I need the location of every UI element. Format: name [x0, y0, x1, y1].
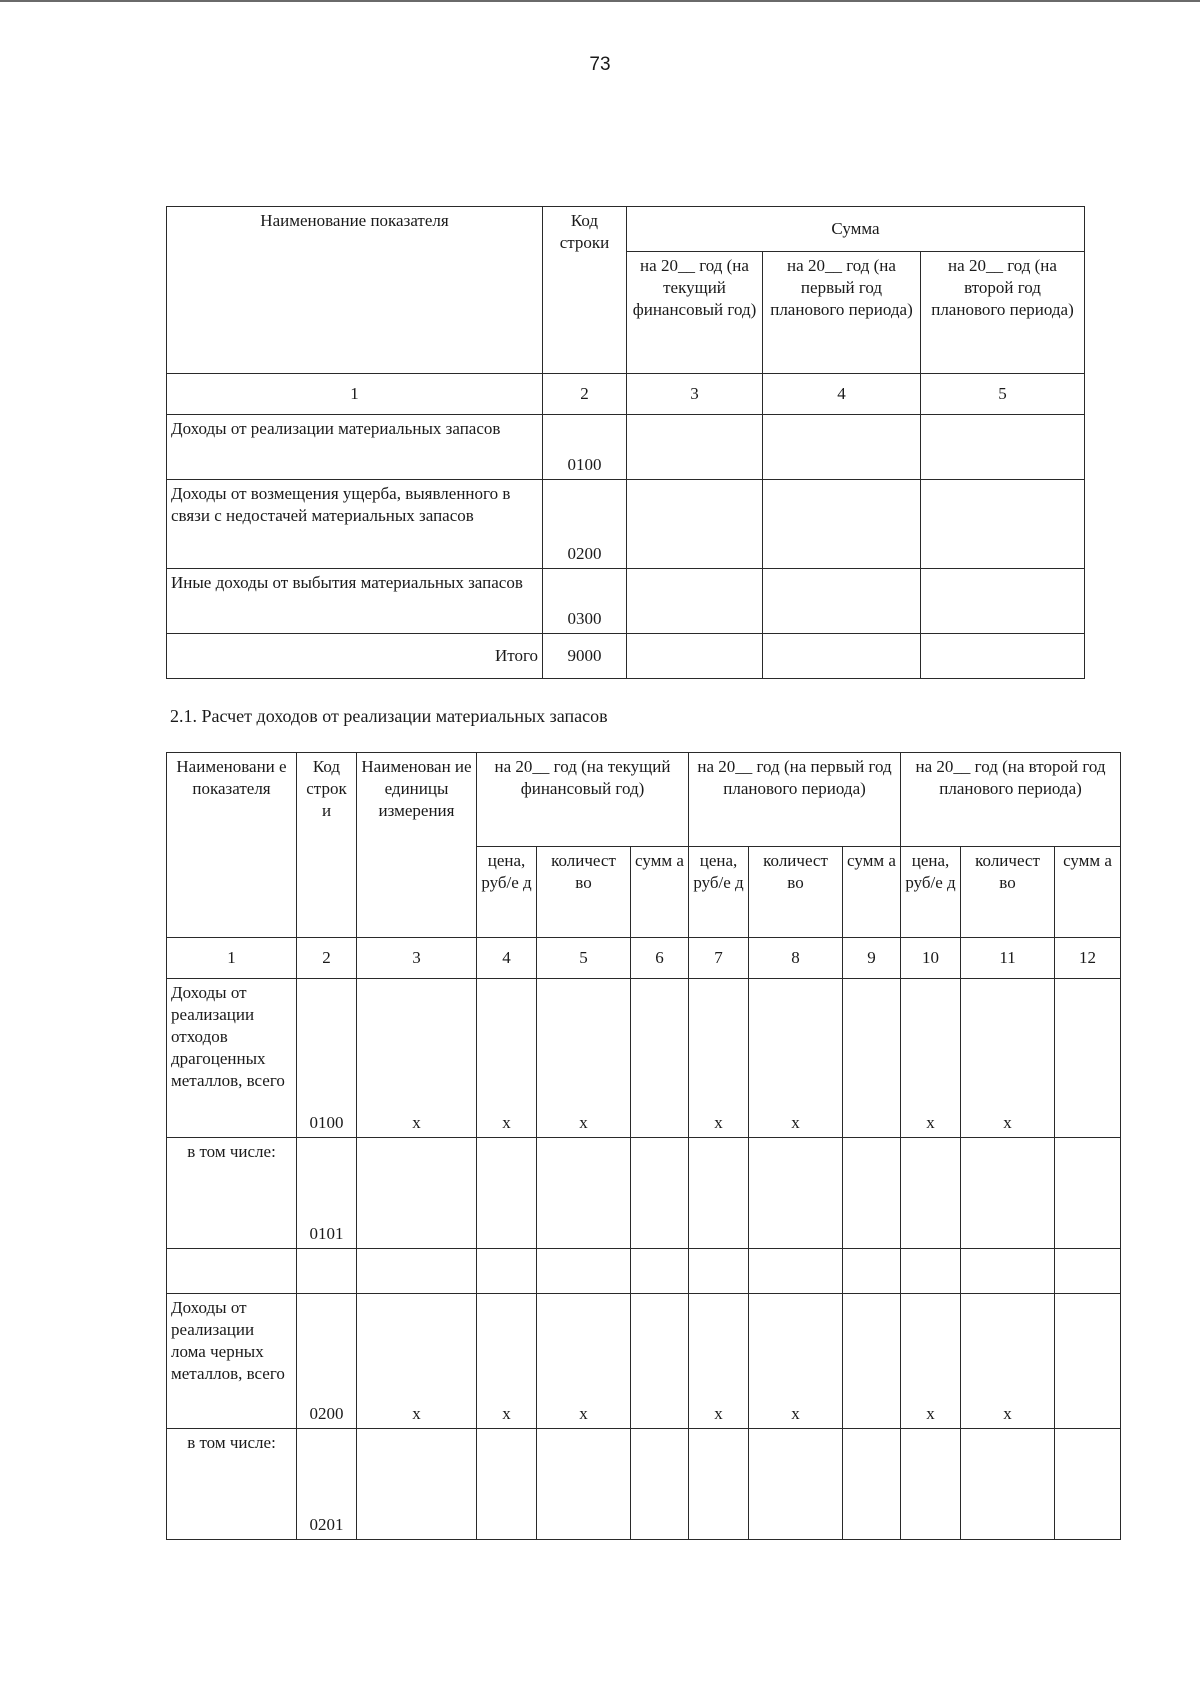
value-cell: [1055, 1138, 1121, 1249]
table-row: [167, 480, 1085, 569]
header-quantity: количест во: [961, 846, 1055, 938]
x-mark: x: [901, 979, 961, 1138]
row-name: Доходы от реализации материальных запасов: [167, 415, 543, 480]
value-cell: [921, 415, 1085, 480]
value-cell: [477, 1429, 537, 1540]
x-mark: x: [537, 979, 631, 1138]
row-name: в том числе:: [167, 1429, 297, 1540]
x-mark: x: [961, 1294, 1055, 1429]
value-cell: [627, 415, 763, 480]
col-number: 9: [843, 938, 901, 979]
empty-cell: [537, 1249, 631, 1294]
header-unit: Наименован ие единицы измерения: [357, 753, 477, 938]
x-mark: x: [749, 979, 843, 1138]
x-mark: x: [689, 1294, 749, 1429]
section-title: 2.1. Расчет доходов от реализации материальных запасов: [170, 706, 608, 726]
value-cell: [843, 979, 901, 1138]
x-mark: x: [961, 979, 1055, 1138]
value-cell: [631, 1294, 689, 1429]
table-row: [167, 979, 1121, 1138]
value-cell: [357, 1429, 477, 1540]
col-number: 8: [749, 938, 843, 979]
header-price: цена, руб/е д: [689, 846, 749, 938]
table-row: [167, 1294, 1121, 1429]
value-cell: [763, 634, 921, 679]
value-cell: [1055, 1294, 1121, 1429]
col-number: 4: [477, 938, 537, 979]
header-year-first-plan: на 20__ год (на первый год планового периода): [763, 251, 921, 373]
value-cell: [537, 1138, 631, 1249]
row-code: 0101: [297, 1138, 357, 1249]
col-number: 12: [1055, 938, 1121, 979]
total-row: [167, 634, 1085, 679]
value-cell: [843, 1294, 901, 1429]
value-cell: [537, 1429, 631, 1540]
header-sum: Сумма: [627, 207, 1085, 252]
header-year-current: на 20__ год (на текущий финансовый год): [627, 251, 763, 373]
row-name: в том числе:: [167, 1138, 297, 1249]
header-sum: сумм а: [631, 846, 689, 938]
value-cell: [921, 634, 1085, 679]
row-code: 0100: [297, 979, 357, 1138]
total-label: Итого: [167, 634, 543, 679]
col-number: 5: [921, 374, 1085, 415]
value-cell: [631, 979, 689, 1138]
header-year-second-plan: на 20__ год (на второй год планового периода): [901, 753, 1121, 847]
header-year-first-plan: на 20__ год (на первый год планового периода): [689, 753, 901, 847]
empty-cell: [689, 1249, 749, 1294]
row-name: Иные доходы от выбытия материальных запасов: [167, 569, 543, 634]
row-code: 0201: [297, 1429, 357, 1540]
value-cell: [749, 1429, 843, 1540]
x-mark: x: [537, 1294, 631, 1429]
header-price: цена, руб/е д: [901, 846, 961, 938]
value-cell: [631, 1429, 689, 1540]
header-sum: сумм а: [843, 846, 901, 938]
x-mark: x: [357, 979, 477, 1138]
empty-cell: [843, 1249, 901, 1294]
value-cell: [627, 569, 763, 634]
value-cell: [689, 1138, 749, 1249]
header-year-current: на 20__ год (на текущий финансовый год): [477, 753, 689, 847]
header-year-second-plan: на 20__ год (на второй год планового периода): [921, 251, 1085, 373]
col-number: 1: [167, 374, 543, 415]
x-mark: x: [901, 1294, 961, 1429]
value-cell: [1055, 1429, 1121, 1540]
empty-cell: [297, 1249, 357, 1294]
table-row: [167, 1138, 1121, 1249]
col-number: 7: [689, 938, 749, 979]
col-number: 11: [961, 938, 1055, 979]
table-row: [167, 569, 1085, 634]
empty-cell: [477, 1249, 537, 1294]
value-cell: [357, 1138, 477, 1249]
row-code: 0300: [543, 569, 627, 634]
col-number: 2: [297, 938, 357, 979]
page-top-border: [0, 0, 1200, 2]
value-cell: [961, 1138, 1055, 1249]
income-summary-table: [166, 206, 1085, 679]
col-number: 10: [901, 938, 961, 979]
x-mark: x: [689, 979, 749, 1138]
header-indicator-name: Наименовани е показателя: [167, 753, 297, 938]
empty-cell: [357, 1249, 477, 1294]
value-cell: [627, 480, 763, 569]
total-code: 9000: [543, 634, 627, 679]
page-number: 73: [589, 54, 611, 75]
value-cell: [921, 480, 1085, 569]
table-row: [167, 415, 1085, 480]
value-cell: [631, 1138, 689, 1249]
col-number: 5: [537, 938, 631, 979]
table-row-empty: [167, 1249, 1121, 1294]
header-quantity: количест во: [749, 846, 843, 938]
value-cell: [1055, 979, 1121, 1138]
col-number: 4: [763, 374, 921, 415]
x-mark: x: [477, 979, 537, 1138]
value-cell: [749, 1138, 843, 1249]
empty-cell: [1055, 1249, 1121, 1294]
row-name: Доходы от реализации лома черных металлов, всего: [167, 1294, 297, 1429]
value-cell: [627, 634, 763, 679]
value-cell: [763, 569, 921, 634]
value-cell: [961, 1429, 1055, 1540]
header-price: цена, руб/е д: [477, 846, 537, 938]
row-name: Доходы от возмещения ущерба, выявленного в связи с недостачей материальных запасов: [167, 480, 543, 569]
value-cell: [843, 1429, 901, 1540]
row-name: Доходы от реализации отходов драгоценных металлов, всего: [167, 979, 297, 1138]
header-row-code: Код строки: [543, 207, 627, 374]
table-row: [167, 1429, 1121, 1540]
header-indicator-name: Наименование показателя: [167, 207, 543, 374]
x-mark: x: [357, 1294, 477, 1429]
value-cell: [763, 480, 921, 569]
col-number: 2: [543, 374, 627, 415]
x-mark: x: [749, 1294, 843, 1429]
col-number: 3: [627, 374, 763, 415]
header-sum: сумм а: [1055, 846, 1121, 938]
value-cell: [843, 1138, 901, 1249]
col-number: 3: [357, 938, 477, 979]
row-code: 0200: [543, 480, 627, 569]
empty-cell: [749, 1249, 843, 1294]
empty-cell: [961, 1249, 1055, 1294]
value-cell: [763, 415, 921, 480]
empty-cell: [901, 1249, 961, 1294]
header-row-code: Код строк и: [297, 753, 357, 938]
col-number: 6: [631, 938, 689, 979]
header-quantity: количест во: [537, 846, 631, 938]
row-code: 0100: [543, 415, 627, 480]
value-cell: [901, 1138, 961, 1249]
materials-income-calculation-table: [166, 752, 1121, 1540]
value-cell: [477, 1138, 537, 1249]
value-cell: [689, 1429, 749, 1540]
value-cell: [901, 1429, 961, 1540]
col-number: 1: [167, 938, 297, 979]
empty-cell: [167, 1249, 297, 1294]
value-cell: [921, 569, 1085, 634]
empty-cell: [631, 1249, 689, 1294]
x-mark: x: [477, 1294, 537, 1429]
row-code: 0200: [297, 1294, 357, 1429]
